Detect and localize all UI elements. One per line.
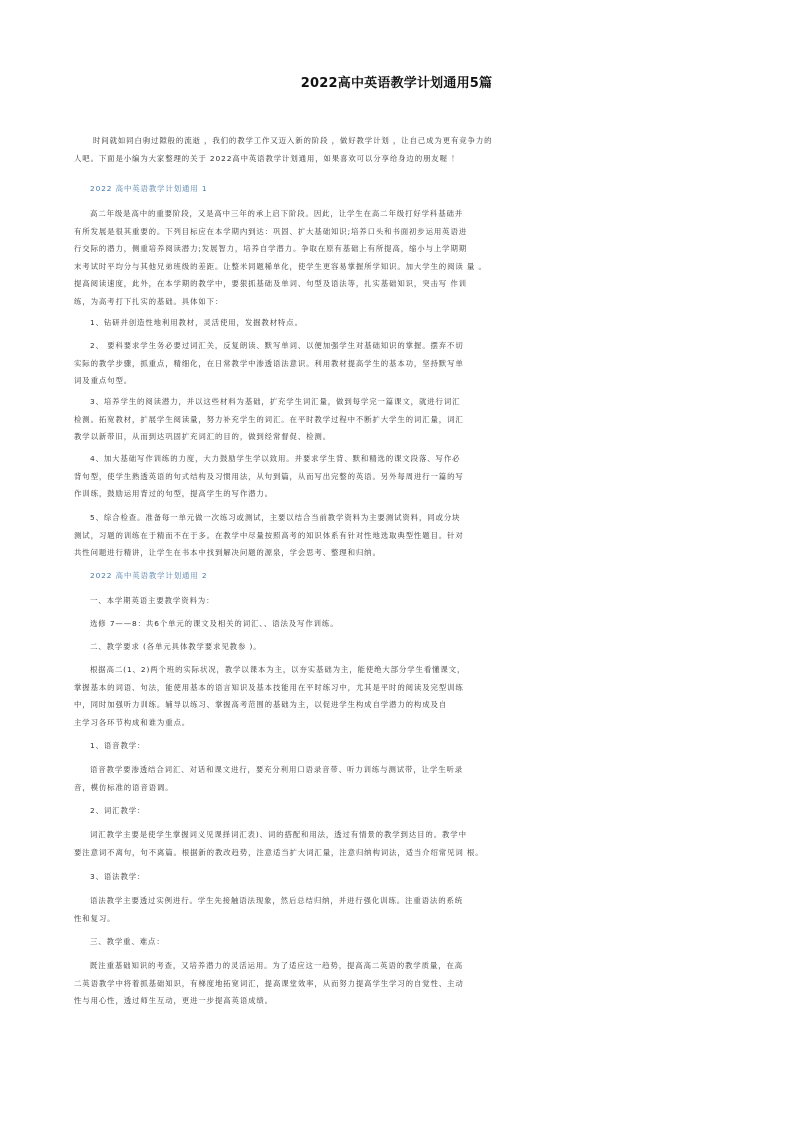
text-line: 选修 7——8：共6个单元的课文及相关的词汇、、语法及写作训练。 bbox=[90, 619, 339, 628]
list-item-5 bbox=[74, 509, 714, 562]
section2-paragraph bbox=[74, 957, 714, 1010]
section2-line bbox=[74, 615, 714, 633]
section2-line bbox=[74, 802, 714, 820]
list-item-3 bbox=[74, 393, 714, 446]
section2-line bbox=[74, 638, 714, 656]
text-line: 三、教学重、难点： bbox=[90, 937, 165, 946]
section2-line bbox=[74, 592, 714, 610]
text-line: 主学习各环节构成和谁为重点。 bbox=[74, 717, 191, 727]
text-line: 词汇教学主要是使学生掌握词义见课择词汇表)、词的搭配和用法，透过有情景的教学到达目的。教学中 bbox=[90, 830, 467, 839]
text-line: 音，模仿标准的语音语调。 bbox=[74, 782, 174, 792]
text-line: 实际的教学步骤，抓重点，精细化，在日常教学中渗透语法意识。利用教材提高学生的基本功，坚持默写单 bbox=[74, 358, 464, 368]
text-line: 测试，习题的训练在于精而不在于多。在教学中尽量按照高考的知识体系有针对性地选取典型性题目。针对 bbox=[74, 530, 464, 540]
text-line: 2、词汇教学： bbox=[90, 806, 146, 815]
section1-intro-paragraph bbox=[74, 205, 714, 310]
text-line: 语法教学主要透过实例进行。学生先接触语法现象，然后总结归纳，并进行强化训练。注重语法的系统 bbox=[90, 896, 464, 905]
text-line: 行交际的潜力，侧重培养阅读潜力;发展智力，培养自学潜力。争取在原有基础上有所提高，缩小与上学期期 bbox=[74, 244, 468, 253]
intro-paragraph bbox=[74, 132, 714, 167]
text-line: 时间就如同白驹过隙般的流逝 ，我们的教学工作又迈入新的阶段 ，做好教学计划 ，让自己成为更有竞争力的 bbox=[93, 136, 493, 145]
section-heading-1 bbox=[74, 180, 714, 198]
text-line: 二英语教学中将着抓基础知识，有梯度地拓宽词汇，提高课堂效率，从而努力提高学生学习的自觉性、主动 bbox=[74, 978, 464, 988]
text-line: 中，同时加强听力训练。辅导以练习、掌握高考范围的基础为主，以促进学生构成自学潜力的构成及自 bbox=[74, 700, 448, 709]
section2-paragraph bbox=[74, 761, 714, 796]
text-line: 共性问题进行精讲，让学生在书本中找到解决问题的源泉，学会思考、整理和归纳。 bbox=[74, 548, 381, 557]
text-line: 教学以新带旧，从而到达巩固扩充词汇的目的，做到经常督促、检测。 bbox=[74, 432, 332, 441]
text-line: 一、本学期英语主要教学资料为： bbox=[90, 596, 215, 605]
text-line: 要注意词不离句，句不离篇。根据新的教改趋势，注意适当扩大词汇量，注意归纳构词法，适当介绍常见词 根。 bbox=[74, 847, 484, 857]
text-line: 提高阅读速度，此外，在本学期的教学中，要狠抓基础及单词、句型及语法等，扎实基础知识，突击写 作训 bbox=[74, 279, 467, 288]
section2-line bbox=[74, 737, 714, 755]
text-line: 2、 要科要求学生务必要过词汇关，反复朗读、默写单词、以便加强学生对基础知识的掌握。摆弃不切 bbox=[90, 341, 464, 350]
text-line: 二、教学要求 (各单元具体教学要求见教参 )。 bbox=[90, 642, 262, 651]
text-line: 3、语法教学： bbox=[90, 872, 146, 881]
text-line: 既注重基础知识的考查，又培养潜力的灵活运用。为了适应这一趋势，提高高二英语的教学质量，在高 bbox=[90, 961, 464, 970]
text-line: 1、语音教学： bbox=[90, 741, 146, 750]
section2-paragraph bbox=[74, 826, 714, 861]
section-heading-text: 2022 高中英语教学计划通用 2 bbox=[90, 571, 208, 580]
text-line: 性与用心性，透过师生互动，更进一步提高英语成绩。 bbox=[74, 996, 273, 1005]
text-line: 1、钻研并创造性地利用教材，灵活使用，发掘教材特点。 bbox=[90, 318, 303, 327]
text-line: 末考试时平均分与其他兄弟班级的差距。让整米同题稀单化，使学生更容易掌握所学知识。加大学生的阅读 量 。 bbox=[74, 261, 487, 271]
section-heading-2 bbox=[74, 567, 714, 585]
text-line: 练，为高考打下扎实的基础。具体如下： bbox=[74, 296, 224, 306]
section2-paragraph bbox=[74, 892, 714, 927]
list-item-4 bbox=[74, 450, 714, 503]
text-line: 检测。拓宽教材，扩展学生阅读量，努力补充学生的词汇。在平时教学过程中不断扩大学生的词汇量，词汇 bbox=[74, 414, 464, 424]
document-title: 2022高中英语教学计划通用5篇 bbox=[300, 76, 493, 91]
text-line: 根据高二(1、2)两个班的实际状况，教学以课本为主，以夯实基础为主，能使绝大部分学生看懂课文， bbox=[90, 665, 466, 674]
section2-paragraph bbox=[74, 661, 714, 731]
text-line: 掌握基本的词语、句法，能使用基本的语言知识及基本技能用在平时练习中，尤其是平时的阅读及完型训练 bbox=[74, 682, 464, 692]
section-heading-text: 2022 高中英语教学计划通用 1 bbox=[90, 184, 208, 193]
text-line: 作训练，鼓励运用背过的句型，提高学生的写作潜力。 bbox=[74, 489, 273, 498]
text-line: 4、加大基础写作训练的力度，大力鼓励学生学以致用。并要求学生背、默和精选的课文段落、写作必 bbox=[90, 454, 461, 463]
section2-line bbox=[74, 933, 714, 951]
text-line: 人吧。下面是小编为大家整理的关于 2022高中英语教学计划通用，如果喜欢可以分享给身边的朋友喔 ！ bbox=[74, 153, 460, 163]
text-line: 高二年级是高中的重要阶段，又是高中三年的承上启下阶段。因此，让学生在高二年级打好学科基础并 bbox=[90, 209, 464, 218]
text-line: 5、综合检查。准备每一单元做一次练习或测试，主要以结合当前教学资料为主要测试资料，同或分块 bbox=[90, 513, 461, 522]
text-line: 有所发展是很其重要的。下列目标应在本学期内到达：巩固、扩大基础知识;培养口头和书面初步运用英语进 bbox=[74, 226, 468, 236]
section2-line bbox=[74, 868, 714, 886]
list-item-2 bbox=[74, 337, 714, 390]
text-line: 3、培养学生的阅读潜力，并以这些材料为基础，扩充学生词汇量，做到每学完一篇课文，就进行词汇 bbox=[90, 397, 461, 406]
text-line: 语音教学要渗透结合词汇、对话和课文进行，要充分利用口语录音带、听力训练与测试带，让学生听录 bbox=[90, 765, 464, 774]
text-line: 词及重点句型。 bbox=[74, 376, 133, 385]
text-line: 性和复习。 bbox=[74, 913, 116, 923]
text-line: 背句型，使学生熟透英语的句式结构及习惯用法，从句到篇，从而写出完整的英语。另外每周进行一篇的写 bbox=[74, 471, 464, 481]
list-item-1 bbox=[74, 314, 714, 332]
